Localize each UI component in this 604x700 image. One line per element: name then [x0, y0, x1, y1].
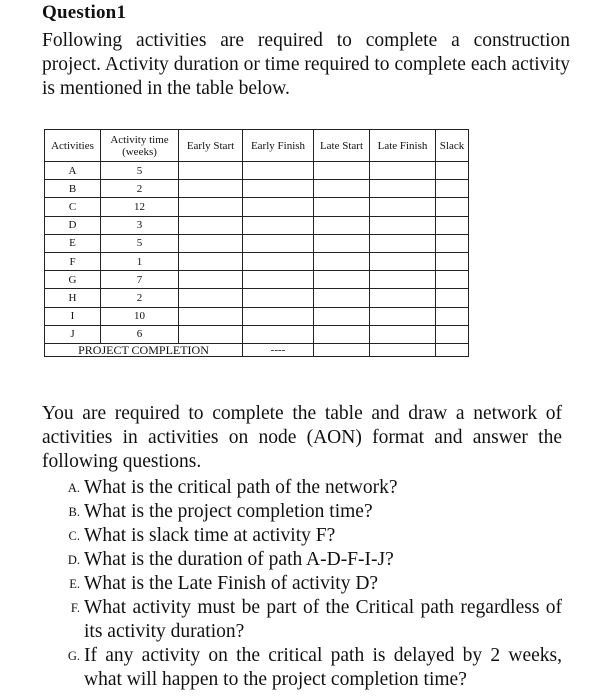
- activity-cell: E: [45, 234, 101, 252]
- table-row: [45, 216, 469, 234]
- table-row: [45, 180, 469, 198]
- question-text: What is the project completion time?: [84, 501, 373, 522]
- table-cell: [179, 252, 243, 270]
- question-marker: E.: [69, 577, 80, 591]
- activity-time-cell: 3: [101, 216, 179, 234]
- table-cell: [436, 162, 469, 180]
- table-cell: [243, 162, 314, 180]
- table-cell: [243, 307, 314, 325]
- question-marker: A.: [67, 481, 80, 495]
- table-cell: [370, 289, 436, 307]
- table-cell: [243, 325, 314, 343]
- table-cell: [314, 180, 370, 198]
- table-cell: [370, 325, 436, 343]
- table-cell: [314, 216, 370, 234]
- question-text: What activity must be part of the Critical path regardless of its activity duration?: [84, 597, 562, 642]
- table-cell: [436, 216, 469, 234]
- table-header-row: [45, 130, 469, 162]
- question-item: [60, 596, 562, 644]
- question-marker: C.: [68, 529, 80, 543]
- activity-cell: D: [45, 216, 101, 234]
- question-list: [60, 476, 562, 692]
- question-marker: F.: [70, 601, 80, 615]
- table-row: [45, 198, 469, 216]
- table-row: [45, 289, 469, 307]
- table-row: [45, 271, 469, 289]
- question-item: [60, 644, 562, 692]
- activity-time-cell: 7: [101, 271, 179, 289]
- col-header-early-finish: Early Finish: [243, 130, 314, 162]
- activity-cell: C: [45, 198, 101, 216]
- table-row: [45, 252, 469, 270]
- table-cell: [179, 307, 243, 325]
- activity-cell: F: [45, 252, 101, 270]
- table-cell: [314, 271, 370, 289]
- table-cell: [436, 198, 469, 216]
- table-row: [45, 234, 469, 252]
- activity-time-cell: 2: [101, 289, 179, 307]
- table-cell: [314, 234, 370, 252]
- table-cell: [436, 307, 469, 325]
- question-item: [60, 572, 562, 596]
- table-cell: [436, 271, 469, 289]
- project-completion-dash: ----: [243, 343, 314, 356]
- table-cell: [370, 198, 436, 216]
- question-text: What is the critical path of the network?: [84, 477, 398, 498]
- table-cell: [243, 216, 314, 234]
- question-heading: Question1: [42, 2, 127, 23]
- question-marker: D.: [67, 553, 80, 567]
- col-header-early-start: Early Start: [179, 130, 243, 162]
- table-cell: [179, 216, 243, 234]
- col-header-late-finish: Late Finish: [370, 130, 436, 162]
- table-cell: [314, 198, 370, 216]
- table-cell: [243, 180, 314, 198]
- table-cell: [314, 162, 370, 180]
- question-text: What is the Late Finish of activity D?: [84, 573, 379, 594]
- question-text: If any activity on the critical path is delayed by 2 weeks, what will happen to the project completion time?: [84, 645, 562, 690]
- table-cell: [314, 325, 370, 343]
- table-cell: [179, 162, 243, 180]
- activity-cell: J: [45, 325, 101, 343]
- table-row: [45, 325, 469, 343]
- question-item: [60, 476, 562, 500]
- table-cell: [370, 216, 436, 234]
- table-cell: [179, 198, 243, 216]
- question-text: What is the duration of path A-D-F-I-J?: [84, 549, 394, 570]
- project-completion-row: [45, 343, 469, 356]
- table-cell: [370, 234, 436, 252]
- activity-time-cell: 6: [101, 325, 179, 343]
- question-item: [60, 524, 562, 548]
- table-cell: [243, 234, 314, 252]
- activity-time-cell: 12: [101, 198, 179, 216]
- activity-cell: H: [45, 289, 101, 307]
- col-header-late-start: Late Start: [314, 130, 370, 162]
- table-row: [45, 162, 469, 180]
- table-cell: [370, 180, 436, 198]
- activity-time-cell: 2: [101, 180, 179, 198]
- col-header-slack: Slack: [436, 130, 469, 162]
- col-header-activities: Activities: [45, 130, 101, 162]
- table-cell: [314, 289, 370, 307]
- question-item: [60, 548, 562, 572]
- table-cell: [179, 289, 243, 307]
- table-cell: [243, 252, 314, 270]
- activity-time-cell: 1: [101, 252, 179, 270]
- table-cell: [314, 343, 370, 356]
- table-cell: [243, 198, 314, 216]
- table-cell: [370, 343, 436, 356]
- table-cell: [436, 289, 469, 307]
- table-cell: [370, 307, 436, 325]
- instructions-paragraph: You are required to complete the table and draw a network of activities in activities on node (AON) format and answer the following questions.: [42, 403, 562, 472]
- table-cell: [436, 325, 469, 343]
- table-cell: [370, 162, 436, 180]
- table-cell: [436, 343, 469, 356]
- table-cell: [314, 252, 370, 270]
- table-cell: [243, 271, 314, 289]
- table-cell: [179, 271, 243, 289]
- table-cell: [436, 252, 469, 270]
- activity-cell: A: [45, 162, 101, 180]
- table-cell: [179, 180, 243, 198]
- table-cell: [243, 289, 314, 307]
- table-cell: [314, 307, 370, 325]
- table-cell: [370, 271, 436, 289]
- table-cell: [179, 234, 243, 252]
- table-cell: [370, 252, 436, 270]
- activity-cell: G: [45, 271, 101, 289]
- activity-table: [44, 129, 469, 357]
- activity-time-cell: 10: [101, 307, 179, 325]
- activity-time-cell: 5: [101, 162, 179, 180]
- table-cell: [179, 325, 243, 343]
- question-marker: B.: [68, 505, 80, 519]
- table-cell: [436, 234, 469, 252]
- col-header-activity-time: Activity time (weeks): [101, 130, 179, 162]
- question-marker: G.: [67, 649, 80, 663]
- activity-cell: I: [45, 307, 101, 325]
- question-text: What is slack time at activity F?: [84, 525, 336, 546]
- table-cell: [436, 180, 469, 198]
- table-row: [45, 307, 469, 325]
- project-completion-label: PROJECT COMPLETION: [45, 343, 243, 356]
- activity-time-cell: 5: [101, 234, 179, 252]
- intro-paragraph: Following activities are required to complete a construction project. Activity duration or time required to complete each activity is mentioned in the table below.: [42, 30, 570, 99]
- question-item: [60, 500, 562, 524]
- activity-cell: B: [45, 180, 101, 198]
